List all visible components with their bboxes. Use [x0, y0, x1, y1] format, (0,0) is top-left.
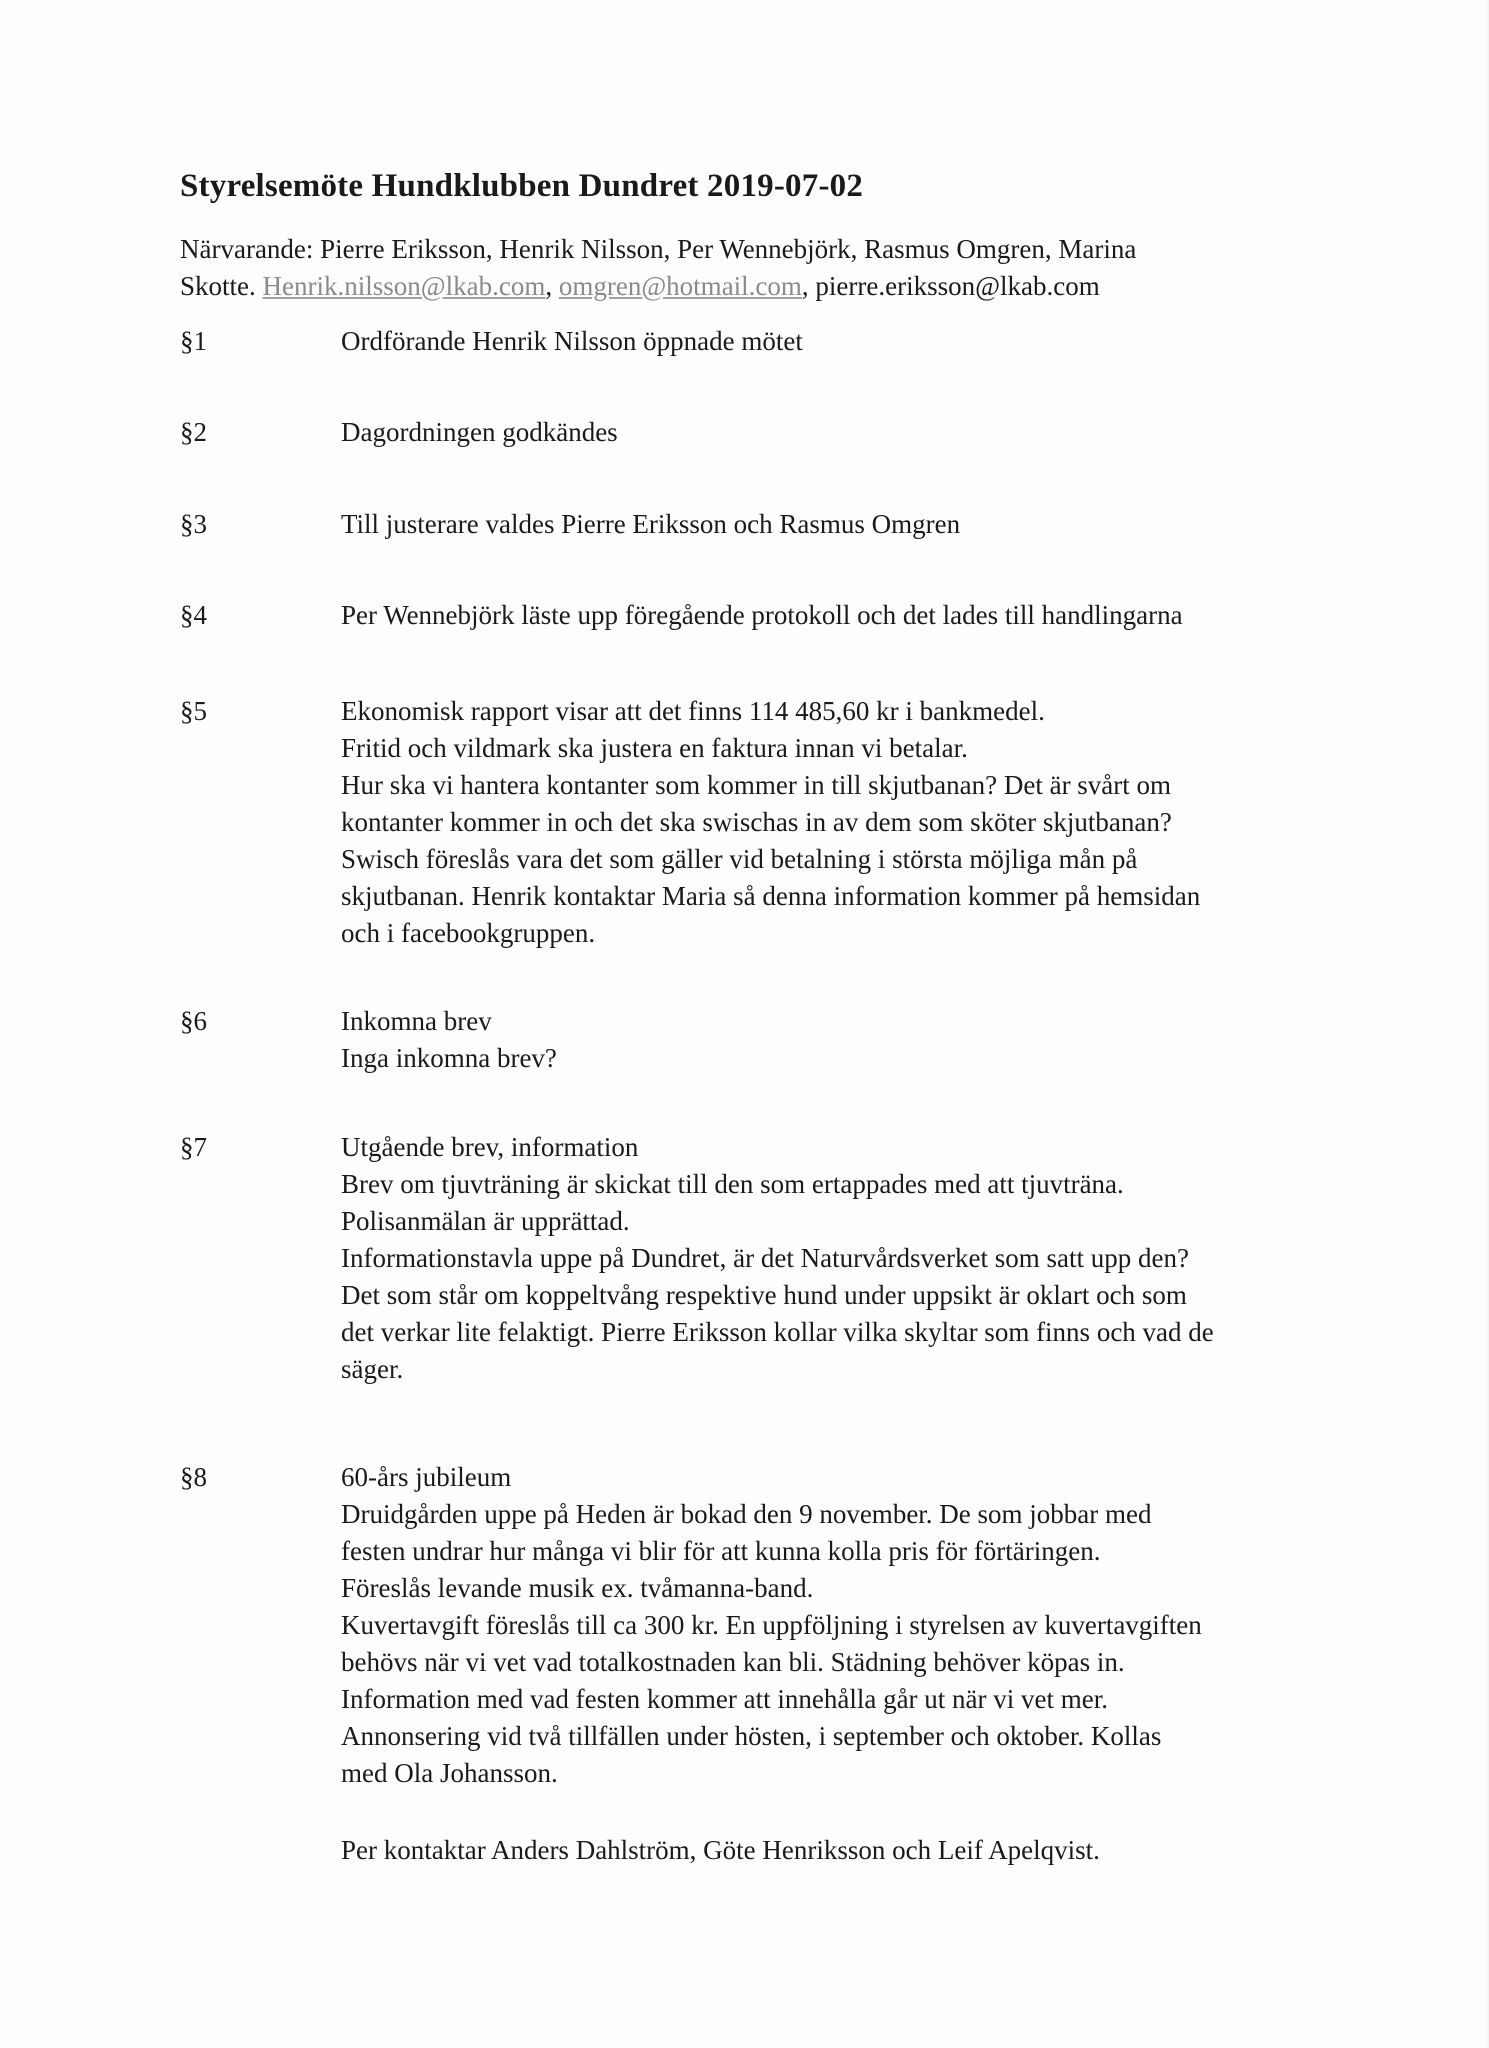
section-line: behövs när vi vet vad totalkostnaden kan bli. Städning behöver köpas in.: [341, 1647, 1125, 1677]
section-number: §1: [180, 326, 207, 356]
section-body: [341, 323, 1341, 360]
section-line: Dagordningen godkändes: [341, 417, 618, 447]
section-body: [341, 1129, 1341, 1388]
section-line: med Ola Johansson.: [341, 1758, 558, 1788]
section-line: säger.: [341, 1354, 404, 1384]
section-line: Swisch föreslås vara det som gäller vid betalning i största möjliga mån på: [341, 844, 1138, 874]
section-body: [341, 1459, 1341, 1792]
section-line: och i facebookgruppen.: [341, 918, 596, 948]
section-number: §2: [180, 417, 207, 447]
section-body: [341, 414, 1341, 451]
section-number: §6: [180, 1006, 207, 1036]
section-line: det verkar lite felaktigt. Pierre Eriksson kollar vilka skyltar som finns och vad de: [341, 1317, 1214, 1347]
section-number: §3: [180, 509, 207, 539]
section-line: Inga inkomna brev?: [341, 1043, 557, 1073]
email-link-henrik[interactable]: Henrik.nilsson@lkab.com: [262, 271, 546, 301]
email-text-pierre: pierre.eriksson@lkab.com: [815, 271, 1100, 301]
section-line: 60-års jubileum: [341, 1462, 512, 1492]
closing-note: Per kontaktar Anders Dahlström, Göte Henriksson och Leif Apelqvist.: [341, 1835, 1100, 1865]
section-line: Information med vad festen kommer att innehålla går ut när vi vet mer.: [341, 1684, 1108, 1714]
attendees-line-2: [180, 268, 1330, 305]
section-line: skjutbanan. Henrik kontaktar Maria så denna information kommer på hemsidan: [341, 881, 1201, 911]
section-line: Per Wennebjörk läste upp föregående protokoll och det lades till handlingarna: [341, 600, 1183, 630]
section-line: Ordförande Henrik Nilsson öppnade mötet: [341, 326, 803, 356]
section-number: §8: [180, 1462, 207, 1492]
section-number: §4: [180, 600, 207, 630]
email-separator: ,: [801, 271, 816, 301]
email-link-omgren[interactable]: omgren@hotmail.com: [558, 271, 802, 301]
section-line: Hur ska vi hantera kontanter som kommer in till skjutbanan? Det är svårt om: [341, 770, 1172, 800]
section-line: Inkomna brev: [341, 1006, 492, 1036]
section-line: festen undrar hur många vi blir för att kunna kolla pris för förtäringen.: [341, 1536, 1101, 1566]
section-number: §7: [180, 1132, 207, 1162]
section-line: Fritid och vildmark ska justera en faktura innan vi betalar.: [341, 733, 968, 763]
attendees-name-tail: Skotte.: [180, 271, 263, 301]
email-separator: ,: [545, 271, 559, 301]
section-line: Kuvertavgift föreslås till ca 300 kr. En uppföljning i styrelsen av kuvertavgiften: [341, 1610, 1202, 1640]
section-body: [341, 1003, 1341, 1077]
section-body: [341, 597, 1341, 634]
section-line: Brev om tjuvträning är skickat till den som ertappades med att tjuvträna.: [341, 1169, 1124, 1199]
section-line: Föreslås levande musik ex. tvåmanna-band.: [341, 1573, 814, 1603]
attendees-paragraph: [180, 231, 1330, 305]
section-line: Annonsering vid två tillfällen under hösten, i september och oktober. Kollas: [341, 1721, 1162, 1751]
section-line: Polisanmälan är upprättad.: [341, 1206, 630, 1236]
section-line: Ekonomisk rapport visar att det finns 114 485,60 kr i bankmedel.: [341, 696, 1045, 726]
attendees-line-1: Närvarande: Pierre Eriksson, Henrik Nilsson, Per Wennebjörk, Rasmus Omgren, Marina: [180, 234, 1137, 264]
section-line: Druidgården uppe på Heden är bokad den 9 november. De som jobbar med: [341, 1499, 1152, 1529]
section-line: Till justerare valdes Pierre Eriksson och Rasmus Omgren: [341, 509, 961, 539]
section-body: [341, 506, 1341, 543]
section-line: Informationstavla uppe på Dundret, är det Naturvårdsverket som satt upp den?: [341, 1243, 1189, 1273]
section-line: kontanter kommer in och det ska swischas in av dem som sköter skjutbanan?: [341, 807, 1172, 837]
section-line: Utgående brev, information: [341, 1132, 639, 1162]
section-line: Det som står om koppeltvång respektive hund under uppsikt är oklart och som: [341, 1280, 1187, 1310]
section-body: [341, 693, 1341, 952]
document-title: Styrelsemöte Hundklubben Dundret 2019-07-02: [180, 168, 864, 204]
section-number: §5: [180, 696, 207, 726]
